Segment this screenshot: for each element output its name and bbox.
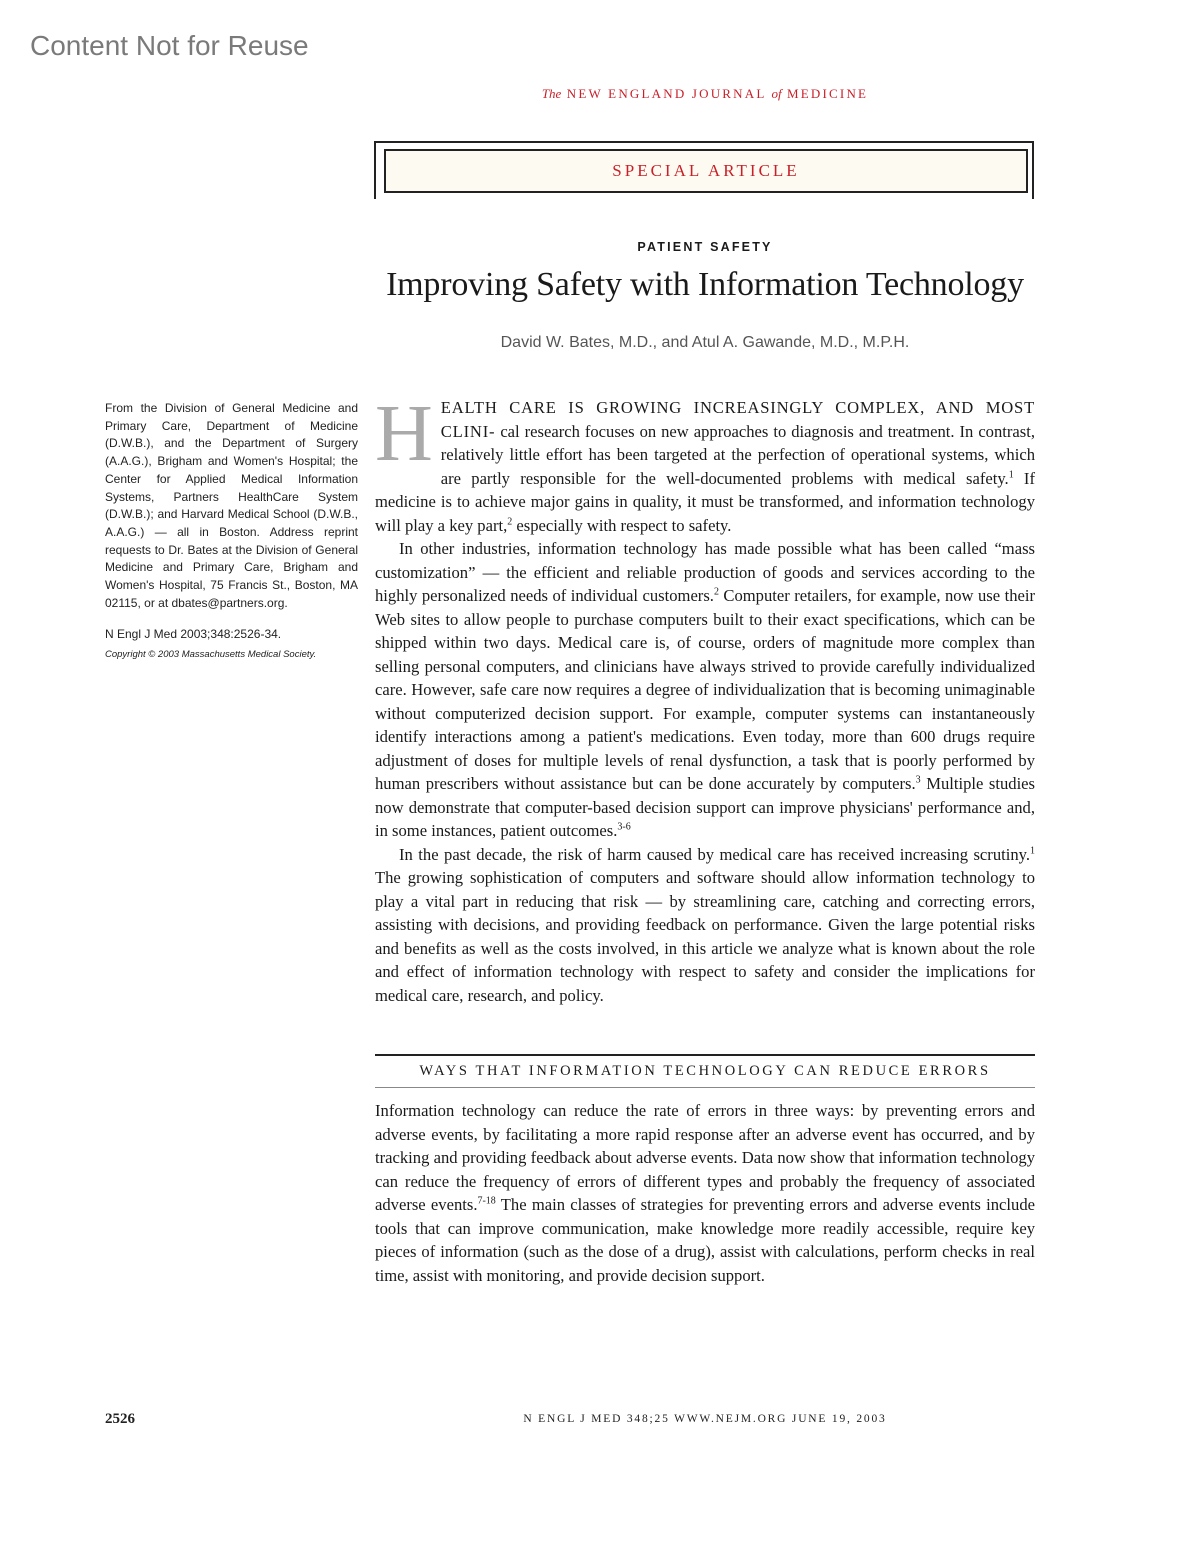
journal-prefix: The (541, 86, 562, 101)
paragraph-text: In other industries, information technology has made possible what has been called “mass customization” — the efficient and reliable production of goods and services according to the highly personalized needs of individual customers. (375, 539, 1035, 605)
paragraph-4 (375, 1099, 1035, 1287)
reference[interactable]: 7-18 (477, 1195, 496, 1207)
reference[interactable]: 2 (713, 586, 719, 598)
article-title: Improving Safety with Information Technology (386, 266, 1024, 303)
paragraph-text: Computer retailers, for example, now use their Web sites to allow people to purchase computers built to their exact specifications, which can be shipped within two days. Medical care is, of course, orders of magnitude more complex than selling personal computers, and clinicians have always strived to provide carefully individualized care. However, safe care now requires a degree of individualization that is becoming unimaginable without computerized decision support. For example, computer systems can instantaneously identify interactions among a patient's medications. Even today, more than 600 drugs require adjustment of doses for multiple levels of renal dysfunction, a task that is poorly performed by human prescribers without assistance but can be done accurately by computers. (375, 586, 1035, 793)
article-body (375, 390, 1035, 1007)
paragraph-text: In the past decade, the risk of harm caused by medical care has received increasing scrutiny. (399, 844, 1030, 864)
watermark: Content Not for Reuse (30, 30, 309, 61)
reference[interactable]: 3-6 (617, 821, 631, 833)
sidebar-notes (105, 400, 358, 664)
paragraph-text: Information technology can reduce the rate of errors in three ways: by preventing errors and adverse events, by facilitating a more rapid response after an adverse event has occurred, and by tracking and providing feedback about adverse events. Data now show that information technology can reduce the frequency of errors of different types and probably the frequency of associated adverse events. (375, 1101, 1035, 1214)
reference[interactable]: 1 (1008, 468, 1014, 480)
paragraph-text: The main classes of strategies for preventing errors and adverse events include tools that can improve communication, make knowledge more readily accessible, require key pieces of information (such as the dose of a drug), assist with calculations, perform checks in real time, assist with monitoring, and provide decision support. (375, 1195, 1035, 1285)
citation: N Engl J Med 2003;348:2526-34. (105, 627, 282, 642)
paragraph-text: especially with respect to safety. (512, 515, 732, 535)
paragraph-text: cal research focuses on new approaches to diagnosis and treatment. In contrast, relatively little effort has been targeted at the perfection of operational systems, which are partly responsible for the well-documented problems with medical safety. (440, 421, 1035, 488)
lead-in: EALTH CARE IS GROWING INCREASINGLY COMPLEX, AND MOST CLINI- (440, 398, 1035, 441)
journal-of: of (771, 86, 782, 101)
section-body (375, 1099, 1035, 1287)
paragraph-text: If medicine is to achieve major gains in quality, it must be transformed, and information technology will play a key part, (375, 468, 1035, 535)
copyright: Copyright © 2003 Massachusetts Medical Society. (105, 649, 317, 661)
reference[interactable]: 2 (507, 515, 513, 527)
reference[interactable]: 1 (1030, 844, 1035, 856)
journal-name-part2: MEDICINE (787, 86, 869, 101)
drop-cap: H (375, 390, 433, 478)
paragraph-text: The growing sophistication of computers and software should allow information technology to play a vital part in reducing that risk — by streamlining care, catching and correcting errors, assisting with decisions, and providing feedback on performance. Given the large potential risks and benefits as well as the costs involved, in this article we analyze what is known about the role and effect of information technology with respect to safety and consider the implications for medical care, research, and policy. (375, 868, 1035, 1005)
running-footer: N ENGL J MED 348;25 WWW.NEJM.ORG JUNE 19, 2003 (523, 1413, 887, 1425)
paragraph-2 (375, 537, 1035, 843)
paragraph-text: Multiple studies now demonstrate that computer-based decision support can improve physicians' performance and, in some instances, patient outcomes. (375, 774, 1035, 840)
paragraph-3 (375, 843, 1035, 1008)
journal-header (375, 86, 1035, 102)
article-type-box (374, 141, 1034, 199)
paragraph-1 (375, 390, 1035, 537)
article-type: SPECIAL ARTICLE (384, 149, 1028, 193)
affiliation-note: From the Division of General Medicine and Primary Care, Department of Medicine (D.W.B.), and the Department of Surgery (A.A.G.), Brigham and Women's Hospital; the Center for Applied Medical Information Systems, Partners HealthCare System (D.W.B.); and Harvard Medical School (D.W.B., A.A.G.) — all in Boston. Address reprint requests to Dr. Bates at the Division of General Medicine and Primary Care, Brigham and Women's Hospital, 75 Francis St., Boston, MA 02115, or at dbates@partners.org. (105, 401, 358, 610)
reference[interactable]: 3 (915, 774, 921, 786)
journal-name-part1: NEW ENGLAND JOURNAL (566, 86, 766, 101)
page-number: 2526 (105, 1411, 135, 1427)
section-kicker: PATIENT SAFETY (637, 240, 773, 254)
authors: David W. Bates, M.D., and Atul A. Gawande, M.D., M.P.H. (500, 334, 910, 351)
section-heading: WAYS THAT INFORMATION TECHNOLOGY CAN REDUCE ERRORS (375, 1054, 1035, 1088)
